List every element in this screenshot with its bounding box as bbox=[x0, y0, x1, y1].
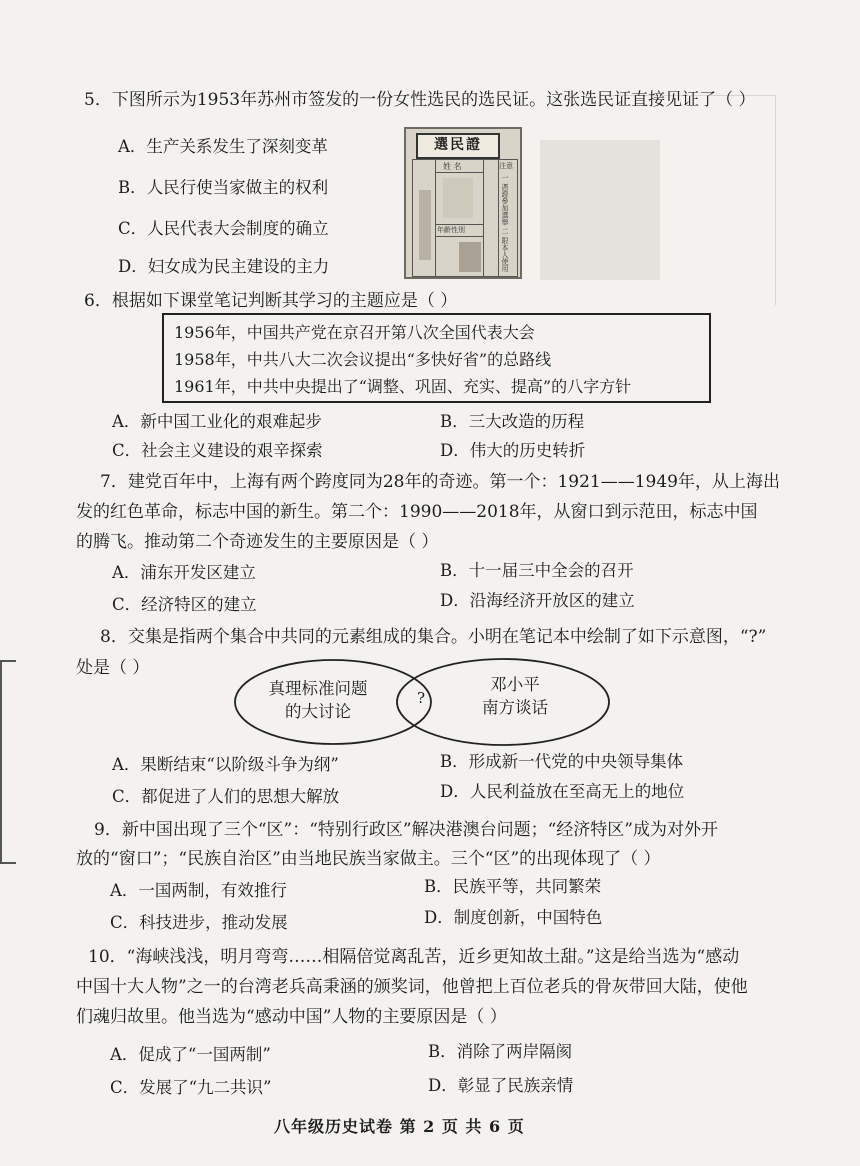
question-10-stem-line-3: 们魂归故里。他当选为“感动中国”人物的主要原因是（ ） bbox=[76, 1007, 507, 1027]
venn-diagram bbox=[233, 657, 613, 747]
note-line-3: 1961年，中共中央提出了“调整、巩固、充实、提高”的八字方针 bbox=[174, 377, 632, 396]
question-8-option-c[interactable]: C．都促进了人们的思想大解放 bbox=[112, 787, 340, 806]
question-6-stem: 6．根据如下课堂笔记判断其学习的主题应是（ ） bbox=[84, 291, 458, 311]
question-8-stem-line-2: 处是（ ） bbox=[76, 658, 150, 678]
question-7-option-d[interactable]: D．沿海经济开放区的建立 bbox=[440, 591, 635, 610]
question-10-option-c[interactable]: C．发展了“九二共识” bbox=[110, 1078, 272, 1097]
question-9-stem-line-1: 9．新中国出现了三个“区”：“特别行政区”解决港澳台问题；“经济特区”成为对外开 bbox=[94, 820, 718, 840]
venn-left-label: 真理标准问题 的大讨论 bbox=[268, 679, 368, 721]
certificate-seal bbox=[459, 242, 481, 272]
question-8-option-d[interactable]: D．人民利益放在至高无上的地位 bbox=[440, 782, 685, 801]
certificate-grid bbox=[412, 159, 518, 277]
question-7-stem-line-3: 的腾飞。推动第二个奇迹发生的主要原因是（ ） bbox=[76, 532, 439, 552]
certificate-age-label: 年齡性別 bbox=[437, 226, 465, 234]
page-footer: 八年级历史试卷 第 2 页 共 6 页 bbox=[274, 1117, 525, 1136]
question-9-option-b[interactable]: B．民族平等，共同繁荣 bbox=[424, 877, 602, 896]
certificate-name-label: 姓 名 bbox=[443, 162, 462, 171]
question-5-option-a[interactable]: A．生产关系发生了深刻变革 bbox=[118, 137, 328, 156]
question-9-stem-line-2: 放的“窗口”；“民族自治区”由当地民族当家做主。三个“区”的出现体现了（ ） bbox=[76, 849, 661, 869]
question-5-option-b[interactable]: B．人民行使当家做主的权利 bbox=[118, 178, 329, 197]
question-10-option-d[interactable]: D．彰显了民族亲情 bbox=[428, 1076, 574, 1095]
question-9-option-c[interactable]: C．科技进步，推动发展 bbox=[110, 913, 288, 932]
note-line-2: 1958年，中共八大二次会议提出“多快好省”的总路线 bbox=[174, 350, 552, 369]
question-7-stem-line-2: 发的红色革命，标志中国的新生。第二个：1990——2018年，从窗口到示范田，标志中国 bbox=[76, 502, 758, 522]
certificate-notes-text: 一 憑證參加選舉 二 限本人使用 bbox=[501, 174, 509, 272]
certificate-stamp bbox=[419, 190, 431, 260]
question-6-option-c[interactable]: C．社会主义建设的艰辛探索 bbox=[112, 441, 323, 460]
certificate-notes-label: 注意 bbox=[499, 162, 513, 170]
question-10-stem-line-2: 中国十大人物”之一的台湾老兵高秉涵的颁奖词，他曾把上百位老兵的骨灰带回大陆，使他 bbox=[76, 977, 748, 997]
question-9-option-d[interactable]: D．制度创新，中国特色 bbox=[424, 908, 603, 927]
question-7-option-a[interactable]: A．浦东开发区建立 bbox=[112, 563, 256, 582]
venn-right-label: 邓小平 南方谈话 bbox=[482, 675, 548, 717]
question-10-option-a[interactable]: A．促成了“一国两制” bbox=[110, 1045, 271, 1064]
question-6-option-a[interactable]: A．新中国工业化的艰难起步 bbox=[112, 412, 322, 431]
question-8-stem-line-1: 8．交集是指两个集合中共同的元素组成的集合。小明在笔记本中绘制了如下示意图，“?” bbox=[100, 627, 767, 647]
question-6-option-d[interactable]: D．伟大的历史转折 bbox=[440, 441, 586, 460]
question-10-stem-line-1: 10．“海峡浅浅，明月弯弯……相隔倍觉离乱苦，近乡更知故土甜。”这是给当选为“感动 bbox=[88, 947, 740, 967]
question-7-stem-line-1: 7．建党百年中，上海有两个跨度同为28年的奇迹。第一个：1921——1949年，从上海出 bbox=[100, 472, 780, 492]
class-notes-box bbox=[162, 313, 711, 403]
question-5-option-c[interactable]: C．人民代表大会制度的确立 bbox=[118, 219, 329, 238]
note-line-1: 1956年，中国共产党在京召开第八次全国代表大会 bbox=[174, 323, 535, 342]
certificate-title: 選民證 bbox=[416, 133, 500, 159]
question-5-stem: 5．下图所示为1953年苏州市签发的一份女性选民的选民证。这张选民证直接见证了（ ） bbox=[84, 90, 756, 110]
question-8-option-b[interactable]: B．形成新一代党的中央领导集体 bbox=[440, 752, 684, 771]
question-8-option-a[interactable]: A．果断结束“以阶级斗争为纲” bbox=[112, 755, 339, 774]
voter-certificate-image bbox=[404, 127, 522, 279]
certificate-photo-area bbox=[443, 178, 473, 218]
question-9-option-a[interactable]: A．一国两制，有效推行 bbox=[110, 881, 287, 900]
question-6-option-b[interactable]: B．三大改造的历程 bbox=[440, 412, 585, 431]
question-5-option-d[interactable]: D．妇女成为民主建设的主力 bbox=[118, 257, 330, 276]
margin-bracket bbox=[0, 660, 16, 864]
venn-intersection-label: ? bbox=[416, 689, 426, 707]
question-10-option-b[interactable]: B．消除了两岸隔阂 bbox=[428, 1042, 573, 1061]
question-7-option-c[interactable]: C．经济特区的建立 bbox=[112, 595, 257, 614]
question-7-option-b[interactable]: B．十一届三中全会的召开 bbox=[440, 561, 634, 580]
